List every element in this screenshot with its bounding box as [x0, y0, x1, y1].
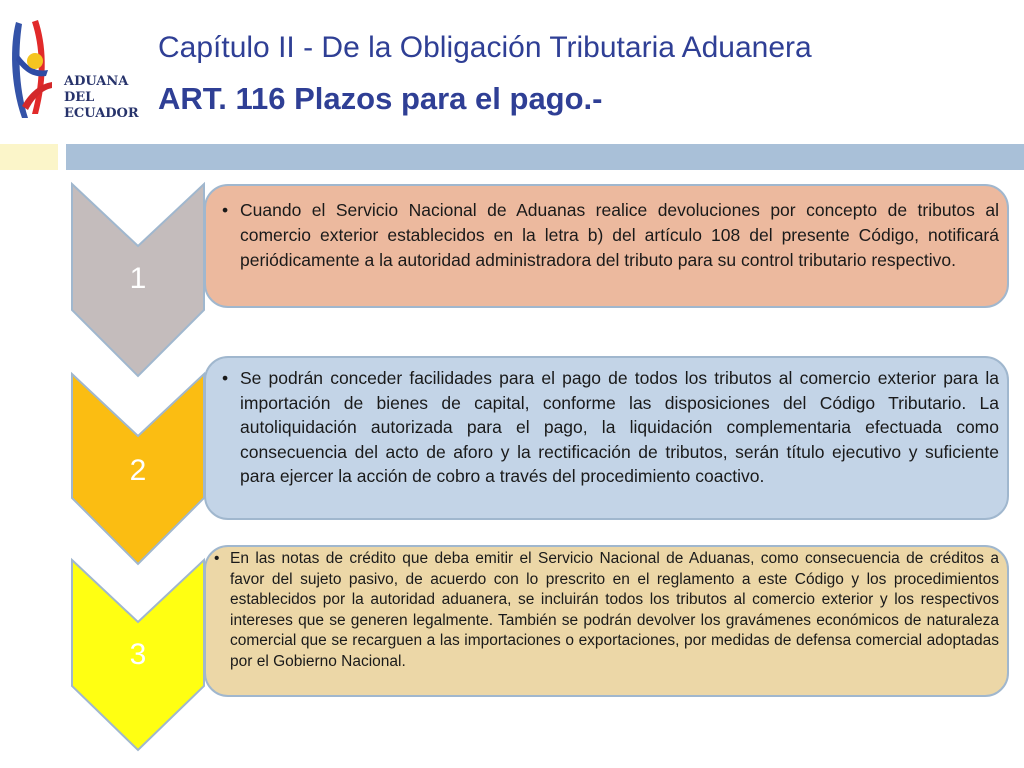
- logo-line-3: ECUADOR: [64, 106, 139, 121]
- step-text-1: Cuando el Servicio Nacional de Aduanas realice devoluciones por concepto de tributos al comercio exterior establecidos en la letra b) del artículo 108 del presente Código, notificará periódicamente a la autoridad administradora del tributo para su control tributario respectivo.: [240, 200, 999, 270]
- step-number-1: 1: [129, 262, 147, 295]
- step-panel-2: [204, 356, 1009, 520]
- step-panel-3: [204, 545, 1009, 697]
- step-number-3: 3: [129, 638, 147, 671]
- logo-line-2: DEL: [64, 90, 95, 105]
- bullet-item: [212, 549, 999, 672]
- bullet-item: [220, 198, 999, 273]
- logo-line-1: ADUANA: [64, 74, 129, 89]
- page-subtitle: ART. 116 Plazos para el pago.-: [158, 81, 603, 116]
- bullet-icon: •: [214, 550, 220, 567]
- step-text-2: Se podrán conceder facilidades para el pago de todos los tributos al comercio exterior para la importación de bienes de capital, conforme las disposiciones del Código Tributario. La autoliquidación autorizada para el pago, la liquidación complementaria efectuada como consecuencia del acto de aforo y la rectificación de tributos, serán título ejecutivo y suficiente para ejercer la acción de cobro a través del procedimiento coactivo.: [240, 368, 999, 486]
- step-number-2: 2: [129, 454, 147, 487]
- bullet-icon: •: [222, 368, 229, 388]
- bullet-icon: •: [222, 200, 229, 220]
- step-text-3: En las notas de crédito que deba emitir el Servicio Nacional de Aduanas, como consecuencia de créditos a favor del sujeto pasivo, de acuerdo con lo prescrito en el reglamento a este Código y los procedimientos establecidos por la autoridad aduanera, se incluirán todos los tributos al comercio exterior y los respectivos intereses que se generen legalmente. También se podrán devolver los gravámenes económicos de naturaleza comercial que se recarguen a las importaciones o exportaciones, por medidas de defensa comercial adoptadas por el Gobierno Nacional.: [230, 550, 999, 670]
- step-panel-1: [204, 184, 1009, 308]
- page-title: Capítulo II - De la Obligación Tributaria Aduanera: [158, 31, 812, 64]
- bullet-item: [220, 366, 999, 489]
